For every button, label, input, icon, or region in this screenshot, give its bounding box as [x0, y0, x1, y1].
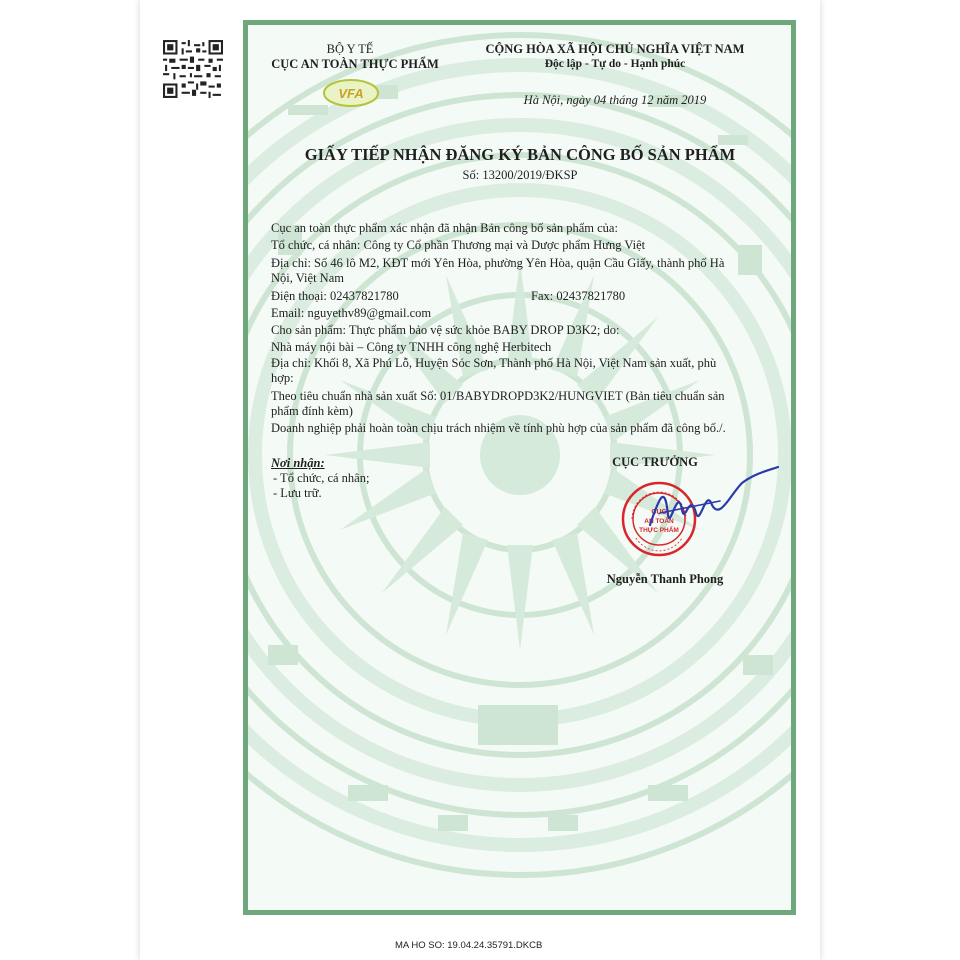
- page-title: GIẤY TIẾP NHẬN ĐĂNG KÝ BẢN CÔNG BỐ SẢN PHẨM: [304, 145, 736, 164]
- body-line-factory-address-cont: hợp:: [271, 371, 294, 385]
- body-line-org: Tổ chức, cá nhân: Công ty Cổ phần Thương mại và Dược phẩm Hưng Việt: [271, 238, 646, 252]
- ministry-name: BỘ Y TẾ: [326, 42, 374, 56]
- vfa-logo: [322, 78, 380, 108]
- motto: Độc lập - Tự do - Hạnh phúc: [544, 58, 686, 70]
- handwritten-signature: [630, 465, 780, 545]
- body-line-address-cont: Nội, Việt Nam: [271, 271, 344, 285]
- dossier-code: MA HO SO: 19.04.24.35791.DKCB: [395, 940, 543, 951]
- body-line-standard-cont: phẩm đính kèm): [271, 404, 353, 418]
- body-line-responsibility: Doanh nghiệp phải hoàn toàn chịu trách nhiệm về tính phù hợp của sản phẩm đã công bố./.: [271, 421, 726, 435]
- svg-text:CỤC: CỤC: [651, 509, 667, 516]
- signer-role: CỤC TRƯỞNG: [612, 455, 698, 469]
- svg-text:THỰC PHẨM: THỰC PHẨM: [639, 527, 679, 534]
- recipient-item: - Tổ chức, cá nhân;: [273, 471, 370, 485]
- body-line-factory-address: Địa chỉ: Khối 8, Xã Phú Lỗ, Huyện Sóc Sơn, Thành phố Hà Nội, Việt Nam sản xuất, phù: [271, 356, 717, 370]
- signer-name: Nguyễn Thanh Phong: [606, 572, 724, 586]
- recipient-item: - Lưu trữ.: [273, 486, 322, 500]
- logo-text: VFA: [338, 86, 364, 101]
- body-line-factory: Nhà máy nội bài – Công ty TNHH công nghệ Herbitech: [271, 340, 552, 354]
- body-line-intro: Cục an toàn thực phẩm xác nhận đã nhận Bản công bố sản phẩm của:: [271, 221, 618, 235]
- qr-code: [163, 40, 223, 98]
- recipients-heading: Nơi nhận:: [271, 456, 325, 470]
- republic-name: CỘNG HÒA XÃ HỘI CHỦ NGHĨA VIỆT NAM: [485, 42, 745, 56]
- body-line-product: Cho sản phẩm: Thực phẩm bảo vệ sức khỏe BABY DROP D3K2; do:: [271, 323, 620, 337]
- document-number: Số: 13200/2019/ĐKSP: [462, 168, 578, 182]
- svg-text:AN TOÀN: AN TOÀN: [644, 518, 674, 525]
- agency-name: CỤC AN TOÀN THỰC PHẨM: [271, 57, 439, 71]
- body-line-email: Email: nguyethv89@gmail.com: [271, 306, 432, 320]
- place-date: Hà Nội, ngày 04 tháng 12 năm 2019: [523, 93, 707, 107]
- body-line-fax: Fax: 02437821780: [531, 289, 626, 303]
- body-line-address: Địa chỉ: Số 46 lô M2, KĐT mới Yên Hòa, phường Yên Hòa, quận Cầu Giấy, thành phố Hà: [271, 256, 725, 270]
- body-line-phone: Điện thoại: 02437821780: [271, 289, 399, 303]
- body-line-standard: Theo tiêu chuẩn nhà sản xuất Số: 01/BABYDROPD3K2/HUNGVIET (Bản tiêu chuẩn sản: [271, 389, 725, 403]
